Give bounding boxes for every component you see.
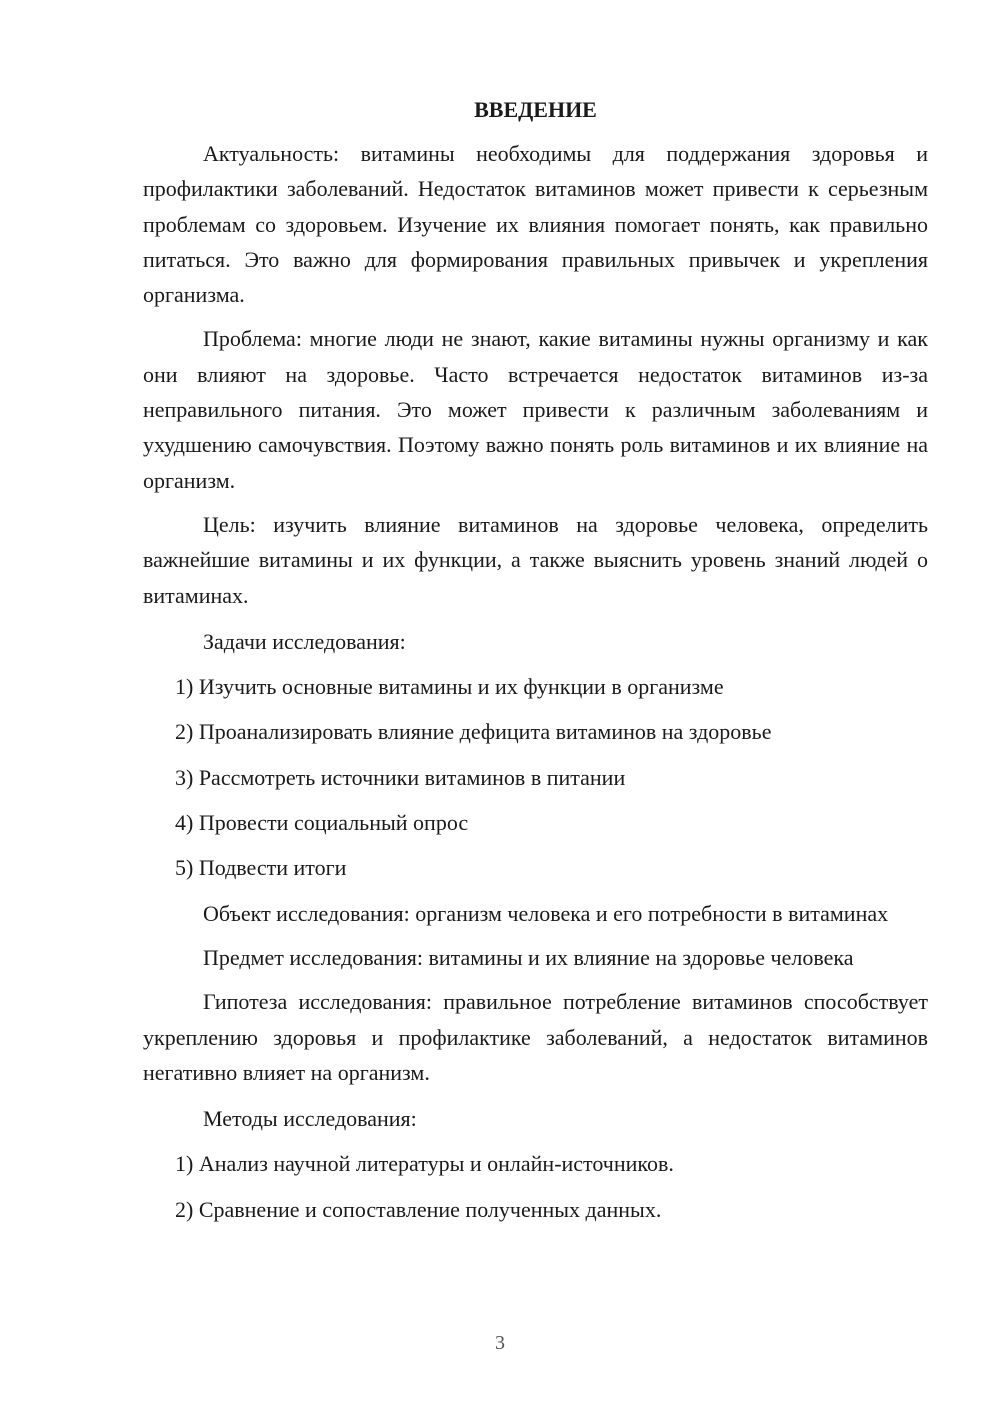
task-item: 2) Проанализировать влияние дефицита витаминов на здоровье	[175, 719, 772, 745]
task-item: 5) Подвести итоги	[175, 855, 347, 881]
tasks-list	[143, 669, 928, 885]
method-item: 2) Сравнение и сопоставление полученных данных.	[175, 1196, 662, 1222]
goal-paragraph: Цель: изучить влияние витаминов на здоровье человека, определить важнейшие витамины и их функции, а также выяснить уровень знаний людей о витаминах.	[143, 511, 928, 608]
page-content	[143, 92, 928, 1237]
page-number: 3	[495, 1332, 505, 1354]
problem-paragraph: Проблема: многие люди не знают, какие витамины нужны организму и как они влияют на здоровье. Часто встречается недостаток витаминов из-за неправильного питания. Это может привести к различным заболеваниям и ухудшению самочувствия. Поэтому важно понять роль витаминов и их влияние на организм.	[143, 326, 928, 493]
relevance-paragraph: Актуальность: витамины необходимы для поддержания здоровья и профилактики заболеваний. Недостаток витаминов может привести к серьезным проблемам со здоровьем. Изучение их влияния помогает понять, как правильно питаться. Это важно для формирования правильных привычек и укрепления организма.	[143, 141, 928, 308]
methods-list	[143, 1146, 928, 1227]
task-item: 3) Рассмотреть источники витаминов в питании	[175, 764, 626, 790]
object-paragraph: Объект исследования: организм человека и его потребности в витаминах	[203, 900, 889, 926]
hypothesis-paragraph: Гипотеза исследования: правильное потребление витаминов способствует укреплению здоровья и профилактике заболеваний, а недостаток витаминов негативно влияет на организм.	[143, 989, 928, 1085]
task-item: 1) Изучить основные витамины и их функции в организме	[175, 674, 724, 700]
tasks-label: Задачи исследования:	[203, 628, 406, 654]
section-heading: ВВЕДЕНИЕ	[474, 97, 597, 122]
method-item: 1) Анализ научной литературы и онлайн-источников.	[175, 1151, 674, 1177]
subject-paragraph: Предмет исследования: витамины и их влияние на здоровье человека	[203, 944, 854, 970]
task-item: 4) Провести социальный опрос	[175, 810, 469, 836]
methods-label: Методы исследования:	[203, 1106, 417, 1132]
